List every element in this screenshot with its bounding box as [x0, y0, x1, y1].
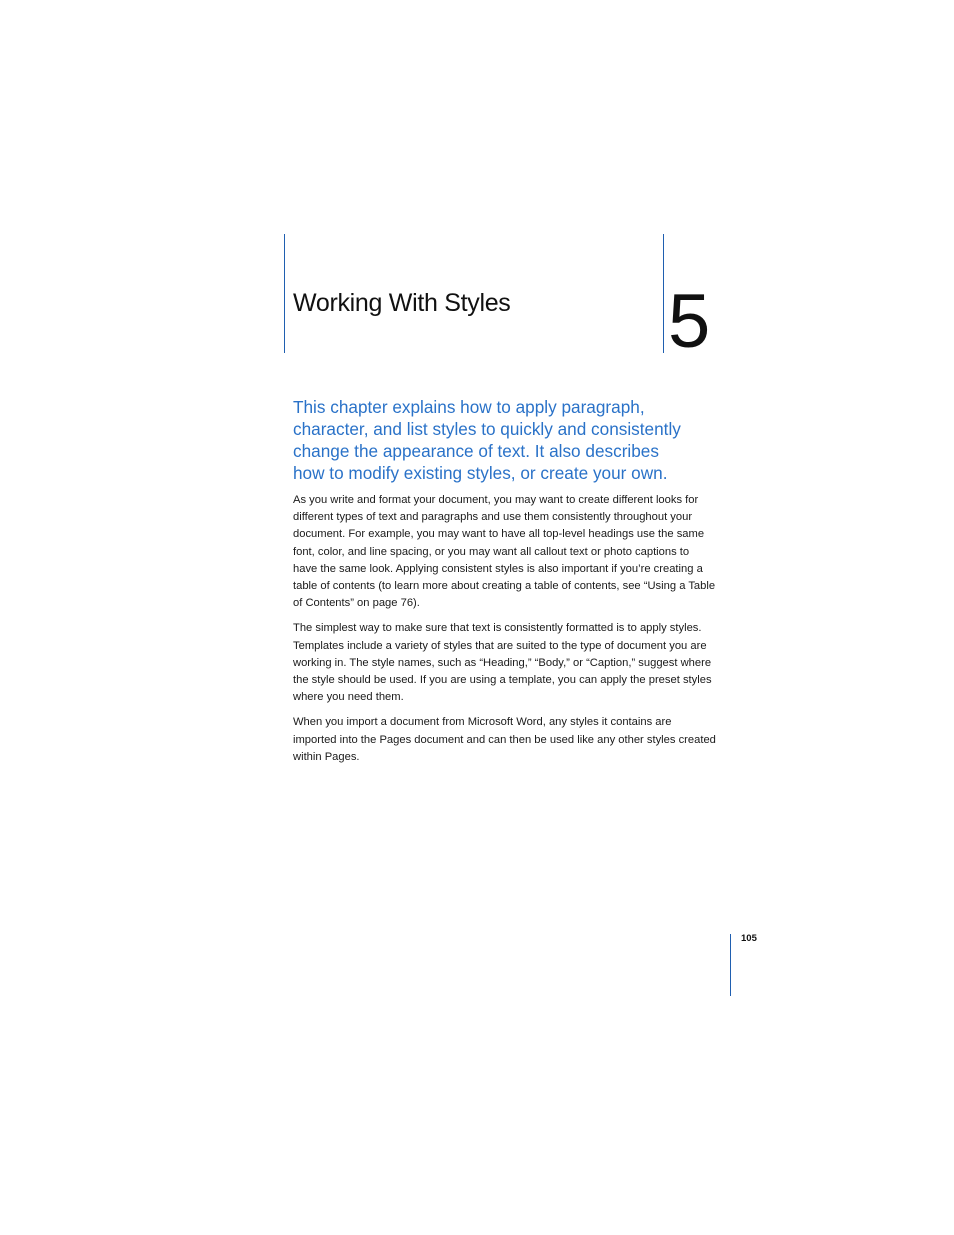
- chapter-intro: [293, 396, 743, 484]
- chapter-number: 5: [668, 279, 711, 364]
- text-line: When you import a document from Microsoft Word, any styles it contains are: [293, 716, 672, 729]
- chapter-rule-left: [284, 234, 285, 353]
- chapter-title: Working With Styles: [293, 289, 511, 317]
- intro-line: change the appearance of text. It also describes: [293, 441, 659, 461]
- text-line: The simplest way to make sure that text is consistently formatted is to apply styles.: [293, 622, 702, 635]
- text-line: table of contents (to learn more about creating a table of contents, see “Using a Table: [293, 580, 716, 593]
- body-text: [293, 492, 733, 774]
- text-line: different types of text and paragraphs and use them consistently throughout your: [293, 511, 693, 524]
- page-number: 105: [741, 933, 757, 944]
- footer-rule: [730, 934, 731, 996]
- intro-line: how to modify existing styles, or create your own.: [293, 463, 668, 483]
- text-line: the style should be used. If you are using a template, you can apply the preset styles: [293, 674, 712, 687]
- text-line: of Contents” on page 76).: [293, 597, 420, 610]
- text-line: As you write and format your document, you may want to create different looks for: [293, 494, 699, 506]
- chapter-rule-right: [663, 234, 664, 353]
- text-line: Templates include a variety of styles that are suited to the type of document you are: [293, 639, 707, 652]
- body-paragraph: [293, 492, 733, 612]
- text-line: document. For example, you may want to have all top-level headings use the same: [293, 528, 705, 541]
- body-paragraph: [293, 620, 733, 706]
- text-line: within Pages.: [293, 750, 360, 763]
- text-line: have the same look. Applying consistent styles is also important if you’re creating a: [293, 562, 703, 575]
- text-line: where you need them.: [293, 691, 404, 704]
- intro-line: character, and list styles to quickly and consistently: [293, 419, 681, 439]
- text-line: font, color, and line spacing, or you may want all callout text or photo captions to: [293, 545, 690, 558]
- text-line: imported into the Pages document and can then be used like any other styles created: [293, 733, 716, 746]
- body-paragraph: [293, 714, 733, 766]
- intro-line: This chapter explains how to apply paragraph,: [293, 397, 645, 417]
- text-line: working in. The style names, such as “Heading,” “Body,” or “Caption,” suggest where: [293, 656, 712, 669]
